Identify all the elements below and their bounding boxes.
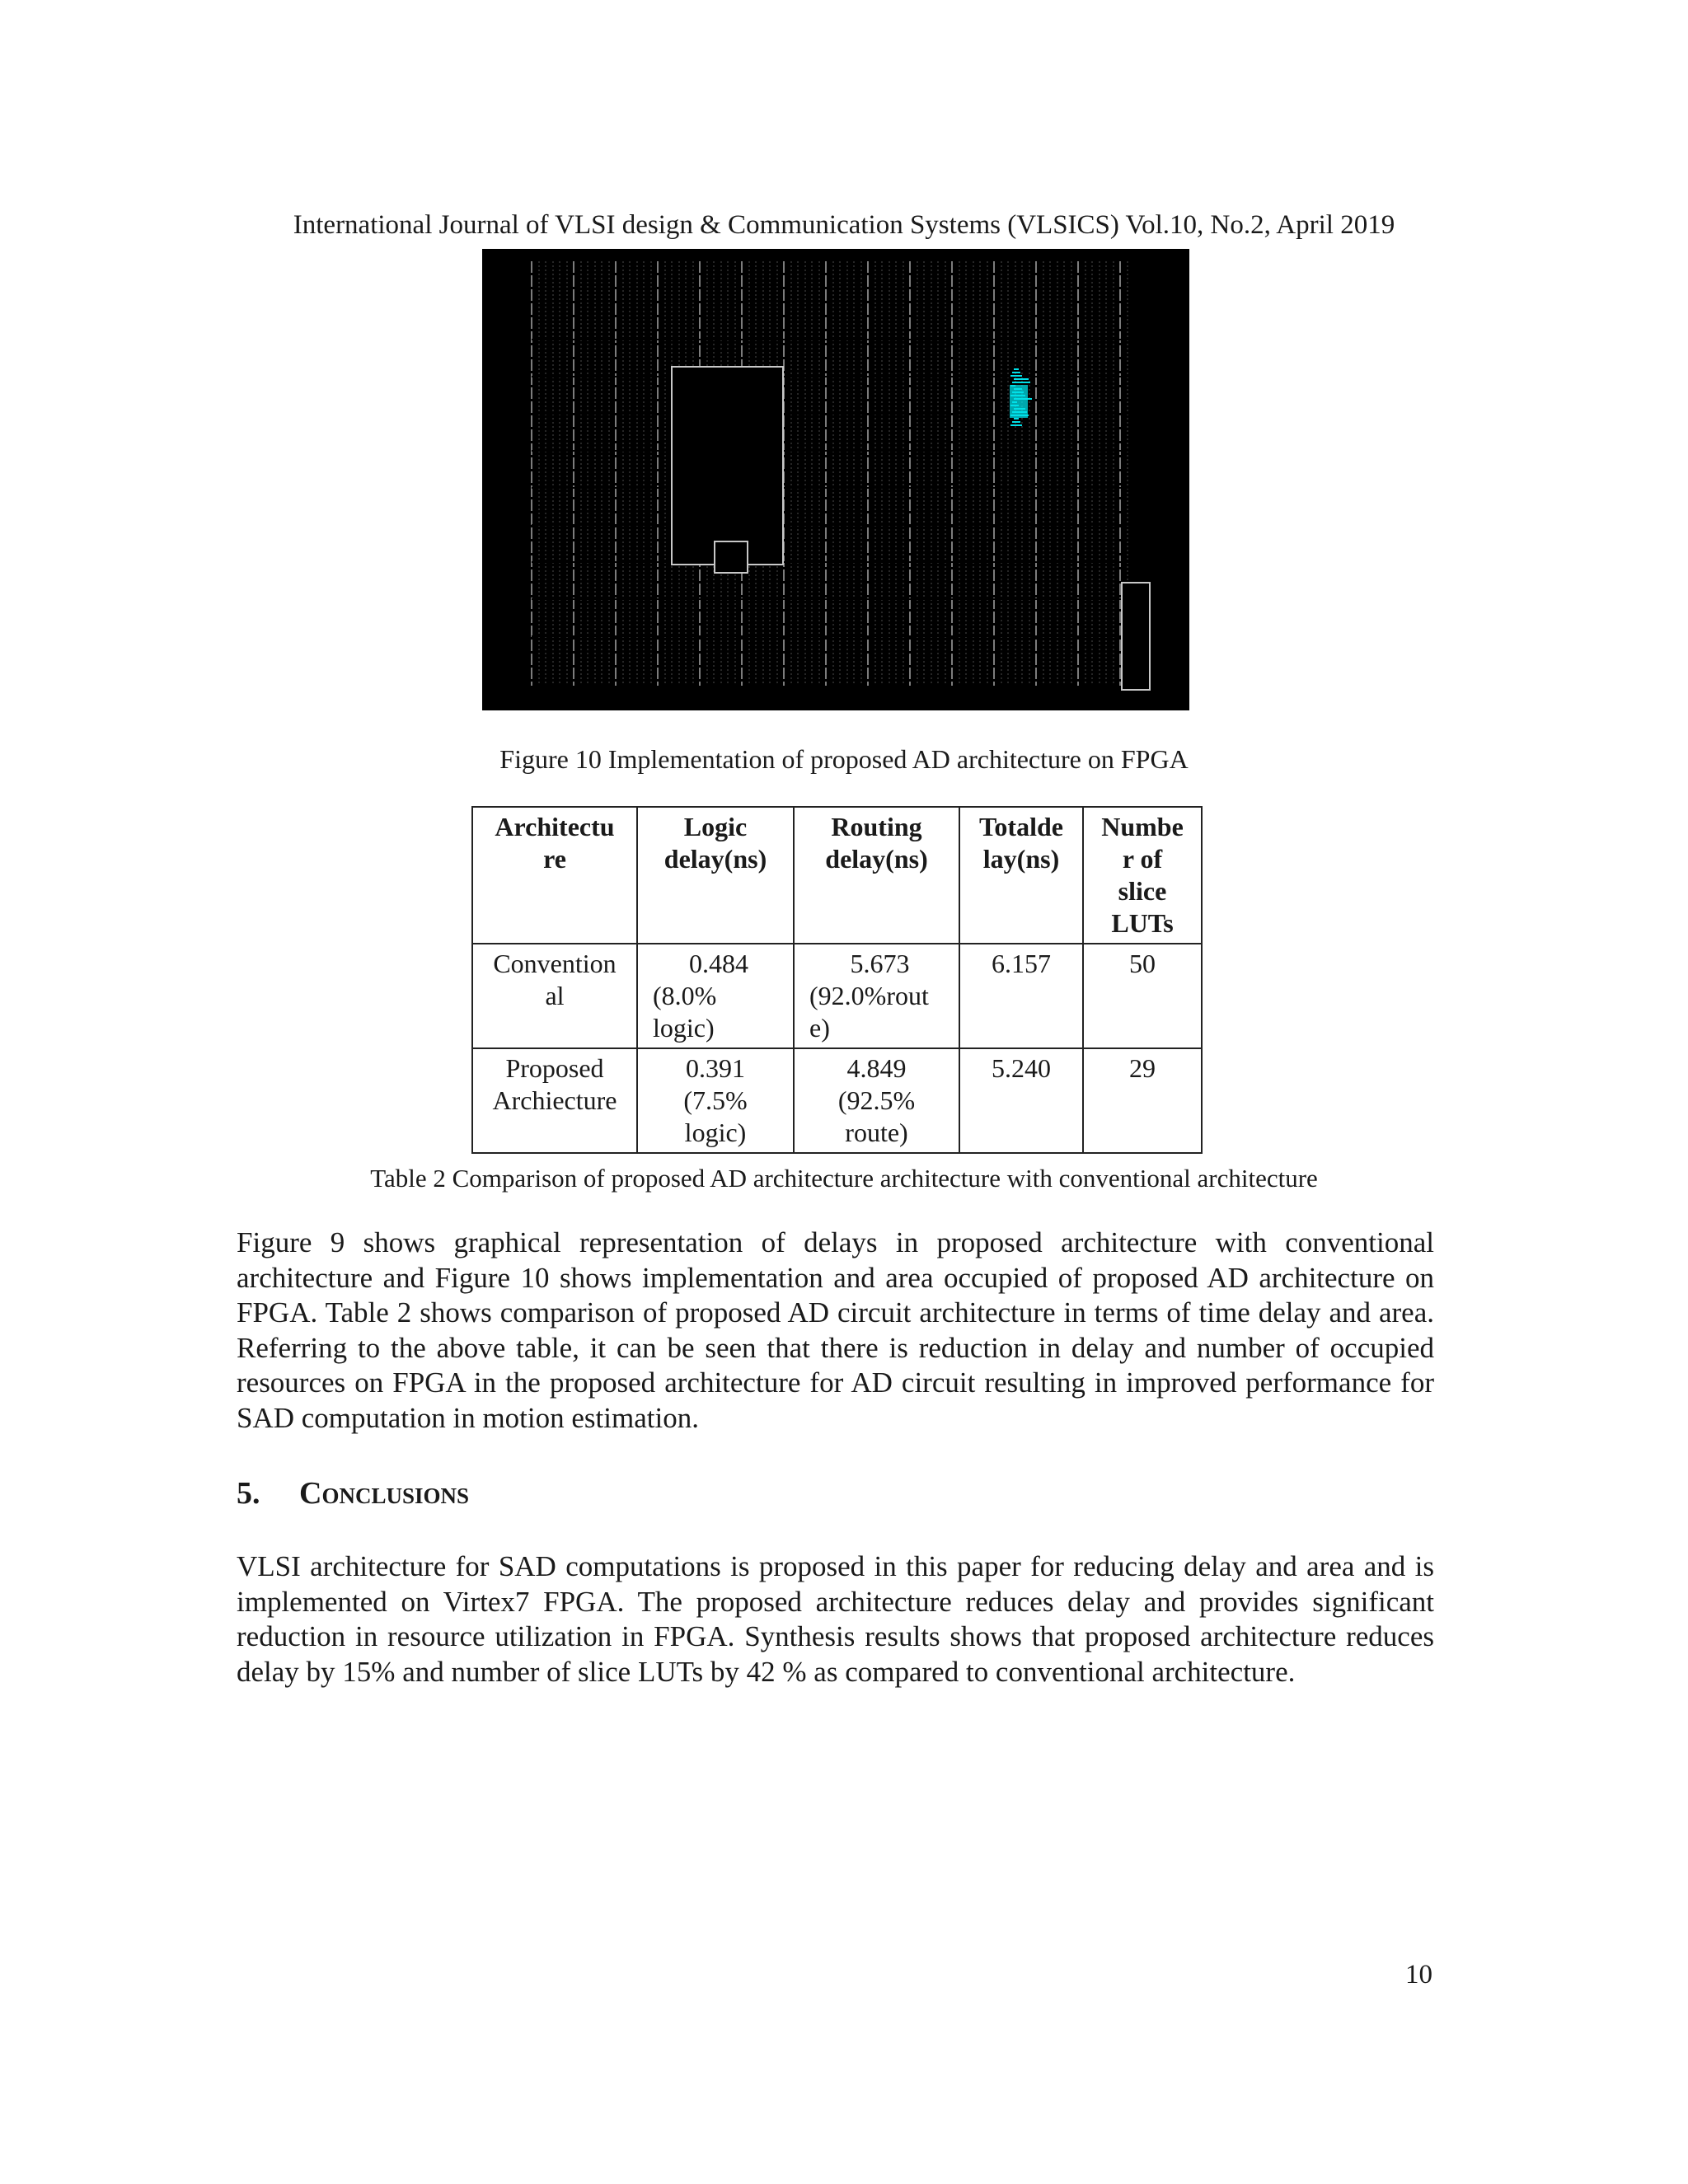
table-row-conventional: [472, 944, 1202, 1048]
section-title: Conclusions: [299, 1476, 469, 1511]
body-paragraph-conclusions: VLSI architecture for SAD computations is proposed in this paper for reducing delay and area and is implemented on Virtex7 FPGA. The proposed architecture reduces delay and provides significant reduction in resource utilization in FPGA. Synthesis results shows that proposed architecture reduces delay by 15% and number of slice LUTs by 42 % as compared to conventional architecture.: [237, 1550, 1434, 1688]
journal-running-header: International Journal of VLSI design & Communication Systems (VLSICS) Vol.10, No.2, April 2019: [293, 210, 1395, 240]
cell-routing-delay: 5.673 (92.0%rout e): [794, 944, 959, 1048]
cell-slice-luts: 29: [1083, 1048, 1202, 1153]
header-slice-luts: Numbe r of slice LUTs: [1083, 807, 1202, 944]
cell-total-delay: 5.240: [959, 1048, 1083, 1153]
body-paragraph-results: Figure 9 shows graphical representation of delays in proposed architecture with conventional architecture and Figure 10 shows implementation and area occupied of proposed AD architecture on FPGA. Table 2 shows comparison of proposed AD circuit architecture in terms of time delay and area. Referring to the above table, it can be seen that there is reduction in delay and number of occupied resources on FPGA in the proposed architecture for AD circuit resulting in improved performance for SAD computation in motion estimation.: [237, 1226, 1434, 1434]
figure-caption: Figure 10 Implementation of proposed AD architecture on FPGA: [499, 744, 1189, 774]
table-header-row: [472, 807, 1202, 944]
cell-logic-delay: 0.391 (7.5% logic): [637, 1048, 794, 1153]
table-row-proposed: [472, 1048, 1202, 1153]
section-number: 5.: [237, 1476, 260, 1511]
fpga-floorplan-image: [482, 249, 1189, 710]
table-caption: Table 2 Comparison of proposed AD architecture architecture with conventional architecture: [370, 1164, 1318, 1193]
header-architecture: Architectu re: [472, 807, 637, 944]
cell-routing-delay: 4.849 (92.5% route): [794, 1048, 959, 1153]
fpga-implementation-figure: [482, 249, 1189, 710]
header-total-delay: Totalde lay(ns): [959, 807, 1083, 944]
cell-slice-luts: 50: [1083, 944, 1202, 1048]
page-number: 10: [1405, 1960, 1432, 1990]
cell-logic-delay: 0.484 (8.0% logic): [637, 944, 794, 1048]
comparison-table: [471, 806, 1203, 1154]
cell-architecture: Convention al: [472, 944, 637, 1048]
section-heading-conclusions: [237, 1475, 469, 1511]
header-logic-delay: Logic delay(ns): [637, 807, 794, 944]
cell-architecture: Proposed Archiecture: [472, 1048, 637, 1153]
header-routing-delay: Routing delay(ns): [794, 807, 959, 944]
cell-total-delay: 6.157: [959, 944, 1083, 1048]
